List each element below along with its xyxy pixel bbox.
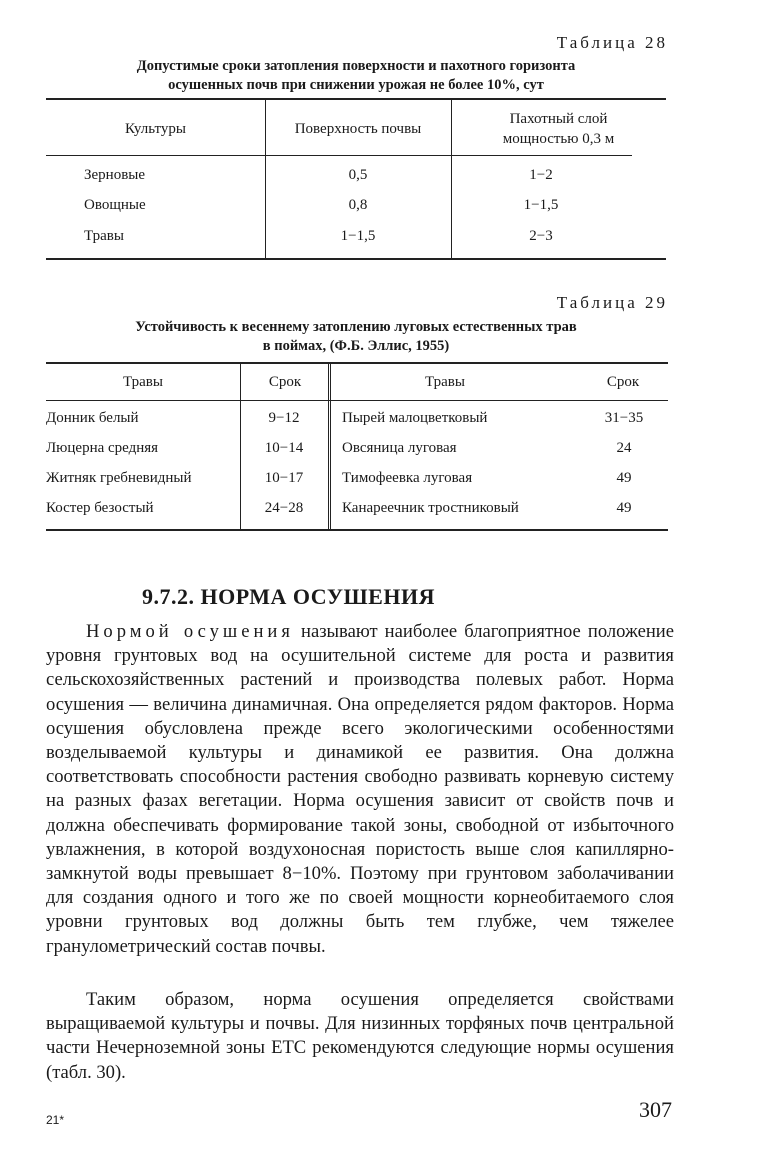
table-28-header-crops: Культуры bbox=[125, 121, 186, 137]
table-28-crop: Травы bbox=[84, 228, 124, 244]
table-29-header-grass-2: Травы bbox=[425, 374, 465, 390]
table-28-header-layer-line2: мощностью 0,3 м bbox=[502, 131, 615, 147]
table-28-header-surface: Поверхность почвы bbox=[294, 121, 422, 137]
signature-mark: 21* bbox=[46, 1113, 65, 1127]
paragraph-1 bbox=[46, 620, 674, 959]
table-29-term-1: 9−12 bbox=[268, 410, 300, 426]
table-28-header-rule bbox=[46, 155, 632, 156]
table-29-term-1: 24−28 bbox=[264, 500, 304, 516]
table-29-bottom-rule bbox=[46, 529, 668, 531]
table-29-label: Таблица 29 bbox=[556, 293, 668, 312]
table-29-grass-1: Житняк гребневидный bbox=[46, 470, 192, 486]
table-29-title-line2: в поймах, (Ф.Б. Эллис, 1955) bbox=[262, 338, 450, 354]
table-28-top-rule bbox=[46, 98, 666, 100]
table-29-title-line1: Устойчивость к весеннему затоплению луговых естественных трав bbox=[135, 319, 577, 335]
section-heading: 9.7.2. НОРМА ОСУШЕНИЯ bbox=[142, 584, 435, 609]
table-29-grass-2: Овсяница луговая bbox=[342, 440, 457, 456]
paragraph-1-text: называют наиболее благоприятное положение уровня грунтовых вод на осушительной системе для роста и развития сельскохозяйственных растений и производства полевых работ. Норма осушения — величина динамичная. Она определяется рядом факторов. Норма осушения обусловлена прежде всего экологическими особенностями возделываемой культуры и динамикой ее развития. Она должна соответствовать способности растения свободно развивать корневую систему на разных фазах вегетации. Норма осушения зависит от свойств почв и должна обеспечивать формирование такой зоны, свободной от избыточного увлажнения, в которой воздухоносная пористость выше слоя капиллярно-замкнутой воды превышает 8−10%. Поэтому при грунтовом заболачивании для создания одного и того же по своей мощности корнеобитаемого слоя уровни грунтовых вод должны быть тем глубже, чем тяжелее гранулометрический состав почвы. bbox=[46, 621, 674, 957]
table-28-label: Таблица 28 bbox=[556, 33, 668, 52]
table-29-term-2: 24 bbox=[616, 440, 632, 456]
table-29-title bbox=[46, 318, 666, 356]
table-29-term-1: 10−14 bbox=[264, 440, 304, 456]
table-28-title-line1: Допустимые сроки затопления поверхности и пахотного горизонта bbox=[136, 58, 576, 74]
table-29-grass-2: Пырей малоцветковый bbox=[342, 410, 488, 426]
table-29-grass-1: Костер безостый bbox=[46, 500, 154, 516]
table-29-term-2: 31−35 bbox=[604, 410, 644, 426]
table-29-grass-2: Тимофеевка луговая bbox=[342, 470, 473, 486]
page-number: 307 bbox=[639, 1097, 672, 1122]
table-28-layer-value: 1−2 bbox=[529, 167, 553, 183]
table-28-crop: Зерновые bbox=[84, 167, 146, 183]
table-28-title-line2: осушенных почв при снижении урожая не более 10%, сут bbox=[168, 77, 544, 93]
paragraph-2-text: Таким образом, норма осушения определяется свойствами выращиваемой культуры и почвы. Для низинных торфяных почв центральной части Нечерноземной зоны ЕТС рекомендуются следующие нормы осушения (табл. 30). bbox=[46, 989, 674, 1083]
table-29-grass-1: Донник белый bbox=[46, 410, 139, 426]
table-28-crop: Овощные bbox=[84, 197, 146, 213]
table-29-header-term-2: Срок bbox=[606, 374, 640, 390]
table-28-title bbox=[46, 57, 666, 95]
paragraph-2 bbox=[46, 988, 674, 1085]
table-29-term-2: 49 bbox=[616, 500, 632, 516]
table-29-grass-2: Канареечник тростниковый bbox=[342, 500, 519, 516]
table-28-surface-value: 0,8 bbox=[348, 197, 368, 213]
table-29-term-1: 10−17 bbox=[264, 470, 304, 486]
table-28-bottom-rule bbox=[46, 258, 666, 260]
table-28-layer-value: 2−3 bbox=[529, 228, 553, 244]
table-28-surface-value: 0,5 bbox=[348, 167, 368, 183]
term-emphasis: Нормой осушения bbox=[86, 621, 294, 642]
table-29-header-grass-1: Травы bbox=[123, 374, 163, 390]
table-28-header-layer-line1: Пахотный слой bbox=[509, 111, 608, 127]
table-29-header-rule bbox=[46, 400, 668, 401]
table-28-surface-value: 1−1,5 bbox=[340, 228, 376, 244]
table-29-grass-1: Люцерна средняя bbox=[46, 440, 159, 456]
table-29-header-term-1: Срок bbox=[268, 374, 302, 390]
table-28-layer-value: 1−1,5 bbox=[523, 197, 559, 213]
table-29-term-2: 49 bbox=[616, 470, 632, 486]
table-29-top-rule bbox=[46, 362, 668, 364]
